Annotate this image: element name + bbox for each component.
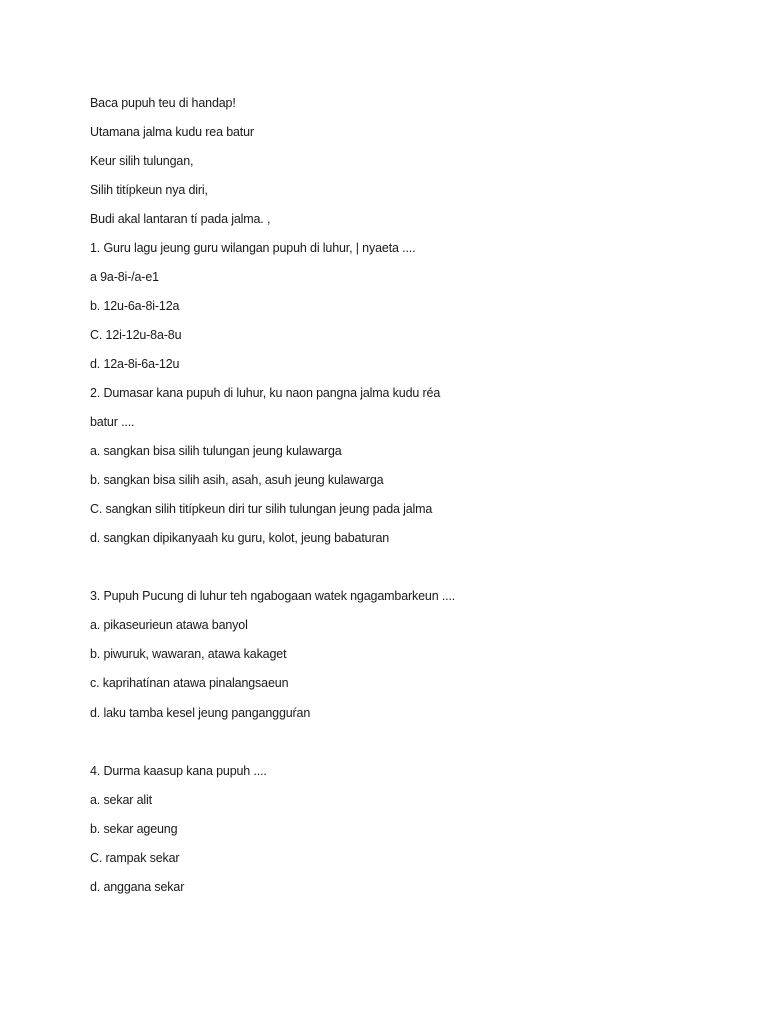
- question-3-option: a. pikaseurieun atawa banyol: [90, 618, 248, 632]
- question-1-option: a 9a-8i-/a-e1: [90, 270, 159, 284]
- question-2-prompt-continued: batur ....: [90, 415, 135, 429]
- question-4-option: C. rampak sekar: [90, 851, 180, 865]
- question-3-option: b. piwuruk, wawaran, atawa kakaget: [90, 647, 287, 661]
- question-4-option: b. sekar ageung: [90, 822, 178, 836]
- question-1-option: C. 12i-12u-8a-8u: [90, 328, 182, 342]
- verse-line: Silih titípkeun nya diri,: [90, 183, 208, 197]
- question-2-option: b. sangkan bisa silih asih, asah, asuh jeung kulawarga: [90, 473, 384, 487]
- question-1-option: b. 12u-6a-8i-12a: [90, 299, 180, 313]
- question-2-option: d. sangkan dipikanyaah ku guru, kolot, jeung babaturan: [90, 531, 390, 545]
- instruction-text: Baca pupuh teu di handap!: [90, 96, 236, 110]
- question-2-option: a. sangkan bisa silih tulungan jeung kulawarga: [90, 444, 342, 458]
- question-4-option: d. anggana sekar: [90, 880, 185, 894]
- question-3-option: d. laku tamba kesel jeung pangangguŕan: [90, 706, 311, 720]
- question-3-prompt: 3. Pupuh Pucung di luhur teh ngabogaan watek ngagambarkeun ....: [90, 589, 456, 603]
- verse-line: Keur silih tulungan,: [90, 154, 194, 168]
- verse-line: Utamana jalma kudu rea batur: [90, 125, 254, 139]
- question-2-prompt: 2. Dumasar kana pupuh di luhur, ku naon pangna jalma kudu réa: [90, 386, 441, 400]
- question-2-option: C. sangkan silih titípkeun diri tur silih tulungan jeung pada jalma: [90, 502, 433, 516]
- question-4-option: a. sekar alit: [90, 793, 152, 807]
- question-1-option: d. 12a-8i-6a-12u: [90, 357, 180, 371]
- verse-line: Budi akal lantaran tí pada jalma. ,: [90, 212, 271, 226]
- question-4-prompt: 4. Durma kaasup kana pupuh ....: [90, 764, 267, 778]
- question-1-prompt: 1. Guru lagu jeung guru wilangan pupuh di luhur, | nyaeta ....: [90, 241, 416, 255]
- question-3-option: c. kaprihatínan atawa pinalangsaeun: [90, 676, 289, 690]
